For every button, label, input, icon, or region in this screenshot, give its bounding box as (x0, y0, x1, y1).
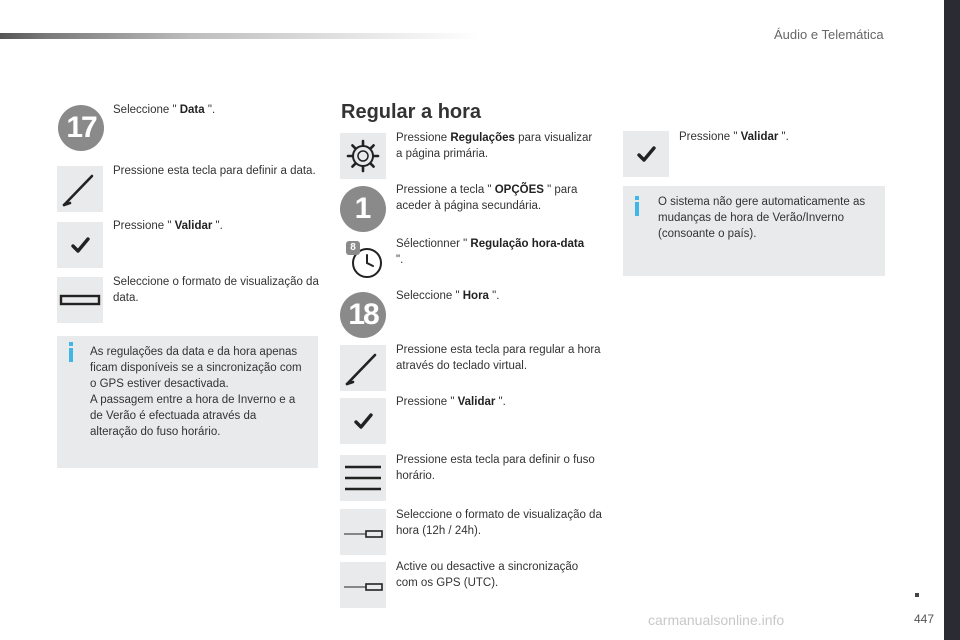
mid-row-2-text: Pressione a tecla " OPÇÕES " para aceder à página secundária. (396, 184, 578, 212)
page-marker (915, 593, 919, 597)
toggle-icon (340, 562, 386, 608)
mid-row-1-text: Pressione Regulações para visualizar a página primária. (396, 132, 593, 160)
mid-row-5-text: Pressione esta tecla para regular a hora através do teclado virtual. (396, 344, 601, 372)
step-badge-18: 18 (340, 292, 386, 338)
checkmark-icon (57, 222, 103, 268)
info-note-left (57, 336, 318, 468)
gear-icon (340, 133, 386, 179)
info-note-right (623, 186, 885, 276)
info-note-text: As regulações da data e da hora apenas ficam disponíveis se a sincronização com o GPS estiver desactivada. A passagem entre a hora de Inverno e a de Verão é efectuada através da alteração do fuso horário. (90, 346, 302, 438)
timezone-key[interactable] (340, 455, 386, 501)
left-row-4-text: Seleccione o formato de visualização da data. (113, 276, 319, 304)
mid-row-9-text: Active ou desactive a sincronização com os GPS (UTC). (396, 561, 579, 589)
checkmark-icon (340, 398, 386, 444)
info-note-text: O sistema não gere automaticamente as mudanças de hora de Verão/Inverno (consoante o país). (658, 196, 866, 240)
validate-key-time[interactable] (340, 398, 386, 444)
toggle-icon (340, 509, 386, 555)
info-icon (635, 202, 639, 216)
info-icon-dot (635, 196, 639, 200)
gps-sync-toggle[interactable] (340, 562, 386, 608)
mid-row-7-text: Pressione esta tecla para definir o fuso horário. (396, 454, 595, 482)
clock-step-badge: 8 (346, 241, 360, 255)
checkmark-icon (623, 131, 669, 177)
pencil-key-time[interactable] (340, 345, 386, 391)
section-title: Áudio e Telemática (774, 27, 884, 42)
mid-row-6-text: Pressione " Validar ". (396, 396, 506, 408)
page-edge-bar (944, 0, 960, 640)
left-row-3-text: Pressione " Validar ". (113, 220, 223, 232)
section-heading: Regular a hora (341, 101, 482, 123)
watermark: carmanualsonline.info (648, 612, 785, 628)
mid-row-8-text: Seleccione o formato de visualização da hora (12h / 24h). (396, 509, 602, 537)
page-number: 447 (914, 612, 935, 626)
validate-key[interactable] (57, 222, 103, 268)
right-row-text: Pressione " Validar ". (679, 131, 789, 143)
info-icon-dot (69, 342, 73, 346)
info-icon (69, 348, 73, 362)
mid-row-4-text: Seleccione " Hora ". (396, 290, 500, 302)
step-badge-1: 1 (340, 186, 386, 232)
hour-format-toggle[interactable] (340, 509, 386, 555)
step-badge-17: 17 (58, 105, 104, 151)
left-row-2-text: Pressione esta tecla para definir a data. (113, 165, 316, 177)
left-row-1-text: Seleccione " Data ". (113, 104, 216, 116)
validate-key-right[interactable] (623, 131, 669, 177)
pencil-icon (57, 166, 103, 212)
format-bar-icon (57, 277, 103, 323)
settings-key[interactable] (340, 133, 386, 179)
date-format-key[interactable] (57, 277, 103, 323)
pencil-icon (340, 345, 386, 391)
list-icon (340, 455, 386, 501)
pencil-key[interactable] (57, 166, 103, 212)
header-gradient-bar (0, 33, 480, 39)
mid-row-3-text: Sélectionner " Regulação hora-data ". (396, 238, 585, 266)
